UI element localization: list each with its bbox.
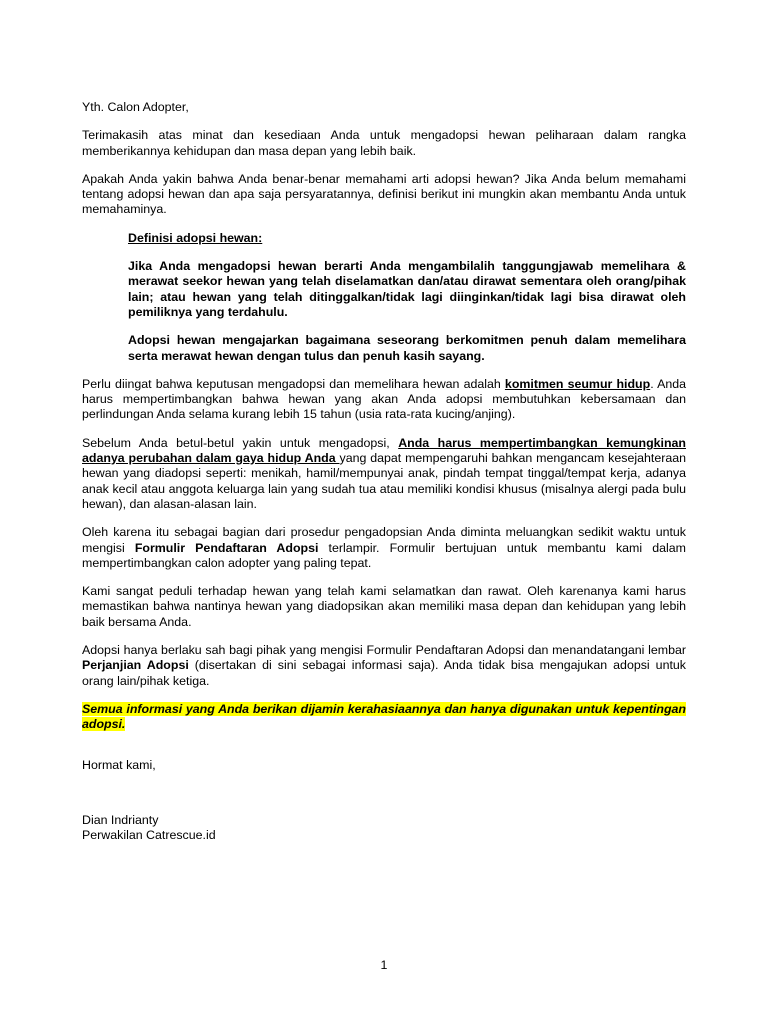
emphasis-lifestyle-change: Anda harus mempertimbangkan kemungkinan adanya perubahan dalam gaya hidup Anda: [82, 435, 686, 466]
salutation: Yth. Calon Adopter,: [82, 100, 189, 114]
signer-title: Perwakilan Catrescue.id: [82, 828, 216, 843]
paragraph-question: Apakah Anda yakin bahwa Anda benar-benar memahami arti adopsi hewan? Jika Anda belum memahami tentang adopsi hewan dan apa saja persyaratannya, definisi berikut ini mungkin akan membantu Anda untuk memahaminya.: [82, 171, 686, 217]
definition-paragraph-1: Jika Anda mengadopsi hewan berarti Anda mengambilalih tanggungjawab memelihara & merawat seekor hewan yang telah diselamatkan dan/atau dirawat sementara oleh orang/pihak lain; atau hewan yang telah ditinggalkan/tidak lagi diinginkan/tidak lagi bisa dirawat oleh pemiliknya yang terdahulu.: [128, 259, 686, 319]
page-number: 1: [380, 958, 388, 972]
paragraph-validity: Adopsi hanya berlaku sah bagi pihak yang mengisi Formulir Pendaftaran Adopsi dan menandatangani lembar Perjanjian Adopsi (disertakan di sini sebagai informasi saja). Anda tidak bisa mengajukan adopsi untuk orang lain/pihak ketiga.: [82, 643, 686, 688]
emphasis-adoption-agreement: Perjanjian Adopsi: [82, 658, 189, 673]
paragraph-confidentiality: [82, 702, 686, 733]
signer-name: Dian Indrianty: [82, 812, 159, 827]
signature-block: [82, 758, 686, 844]
definition-paragraph-2: Adopsi hewan mengajarkan bagaimana seseorang berkomitmen penuh dalam memelihara serta merawat hewan dengan tulus dan penuh kasih sayang.: [128, 333, 686, 363]
emphasis-registration-form: Formulir Pendaftaran Adopsi: [134, 540, 319, 555]
definition-title: Definisi adopsi hewan:: [128, 230, 263, 245]
closing: Hormat kami,: [82, 757, 156, 772]
paragraph-lifestyle: Sebelum Anda betul-betul yakin untuk mengadopsi, Anda harus mempertimbangkan kemungkinan adanya perubahan dalam gaya hidup Anda yang dapat mempengaruhi bahkan mengancam kesejahteraan hewan yang diadopsi seperti: menikah, hamil/mempunyai anak, pindah tempat tinggal/tempat kerja, adanya anak kecil atau anggota keluarga lain yang sudah tua atau memiliki kondisi khusus (misalnya alergi pada bulu hewan), dan alasan-alasan lain.: [82, 435, 687, 511]
paragraph-procedure: Oleh karena itu sebagai bagian dari prosedur pengadopsian Anda diminta meluangkan sedikit waktu untuk mengisi Formulir Pendaftaran Adopsi terlampir. Formulir bertujuan untuk membantu kami dalam mempertimbangkan calon adopter yang paling tepat.: [82, 525, 686, 570]
highlight-confidentiality: Semua informasi yang Anda berikan dijamin kerahasiaannya dan hanya digunakan untuk kepentingan adopsi.: [82, 701, 686, 732]
letter-body: [82, 100, 686, 843]
paragraph-commitment: Perlu diingat bahwa keputusan mengadopsi dan memelihara hewan adalah komitmen seumur hidup. Anda harus mempertimbangkan bahwa hewan yang akan Anda adopsi membutuhkan kebersamaan dan perlindungan Anda selama kurang lebih 15 tahun (usia rata-rata kucing/anjing).: [82, 376, 687, 422]
paragraph-intro: Terimakasih atas minat dan kesediaan Anda untuk mengadopsi hewan peliharaan dalam rangka memberikannya kehidupan dan masa depan yang lebih baik.: [82, 128, 686, 158]
paragraph-care: Kami sangat peduli terhadap hewan yang telah kami selamatkan dan rawat. Oleh karenanya kami harus memastikan bahwa nantinya hewan yang diadopsikan akan memiliki masa depan dan kehidupan yang lebih baik bersama Anda.: [82, 584, 686, 629]
emphasis-lifetime-commitment: komitmen seumur hidup: [504, 376, 651, 391]
